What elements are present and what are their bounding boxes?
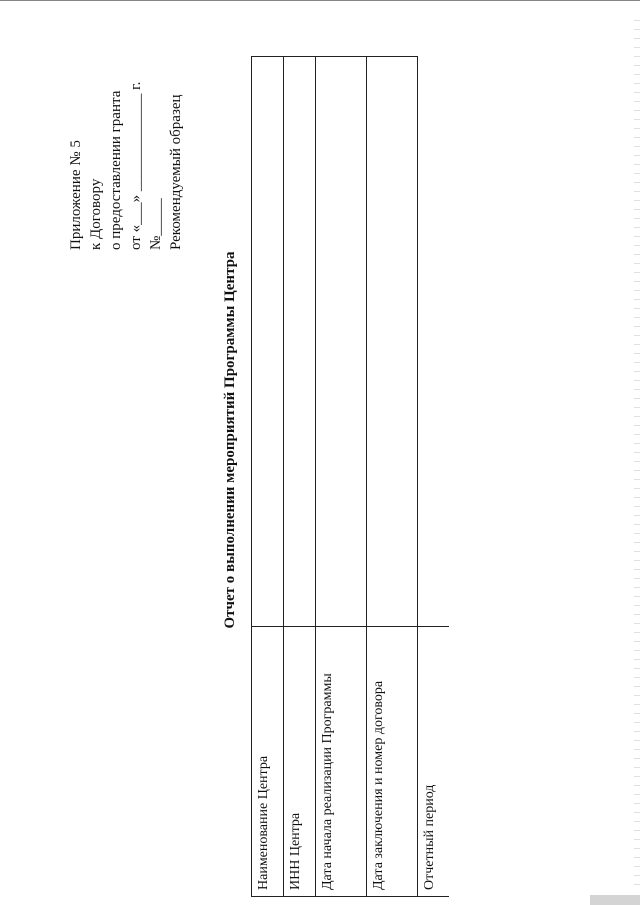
row-value-center-name [252, 57, 284, 627]
appendix-header [66, 10, 186, 250]
table-row [316, 57, 367, 897]
table-row [284, 57, 316, 897]
row-value-program-start [316, 57, 367, 627]
report-table [251, 56, 449, 897]
table-row [367, 57, 418, 897]
row-label-program-start: Дата начала реализации Программы [316, 627, 367, 897]
table-row [252, 57, 284, 897]
row-value-inn [284, 57, 316, 627]
row-label-inn: ИНН Центра [284, 627, 316, 897]
row-value-reporting-period [418, 57, 450, 627]
appendix-grant-ref: о предоставлении гранта [108, 90, 124, 250]
appendix-date-line: от «___» _____________ г. [128, 81, 144, 250]
report-title: Отчет о выполнении мероприятий Программы Центра [222, 251, 238, 629]
row-label-reporting-period: Отчетный период [418, 627, 450, 897]
appendix-sample-note: Рекомендуемый образец [168, 94, 184, 250]
appendix-contract-ref: к Договору [88, 178, 104, 250]
table-row [418, 57, 450, 897]
appendix-number: Приложение № 5 [68, 140, 84, 250]
appendix-number-line: №_____ [148, 198, 164, 250]
row-label-contract: Дата заключения и номер договора [367, 627, 418, 897]
row-label-center-name: Наименование Центра [252, 627, 284, 897]
row-value-contract [367, 57, 418, 627]
